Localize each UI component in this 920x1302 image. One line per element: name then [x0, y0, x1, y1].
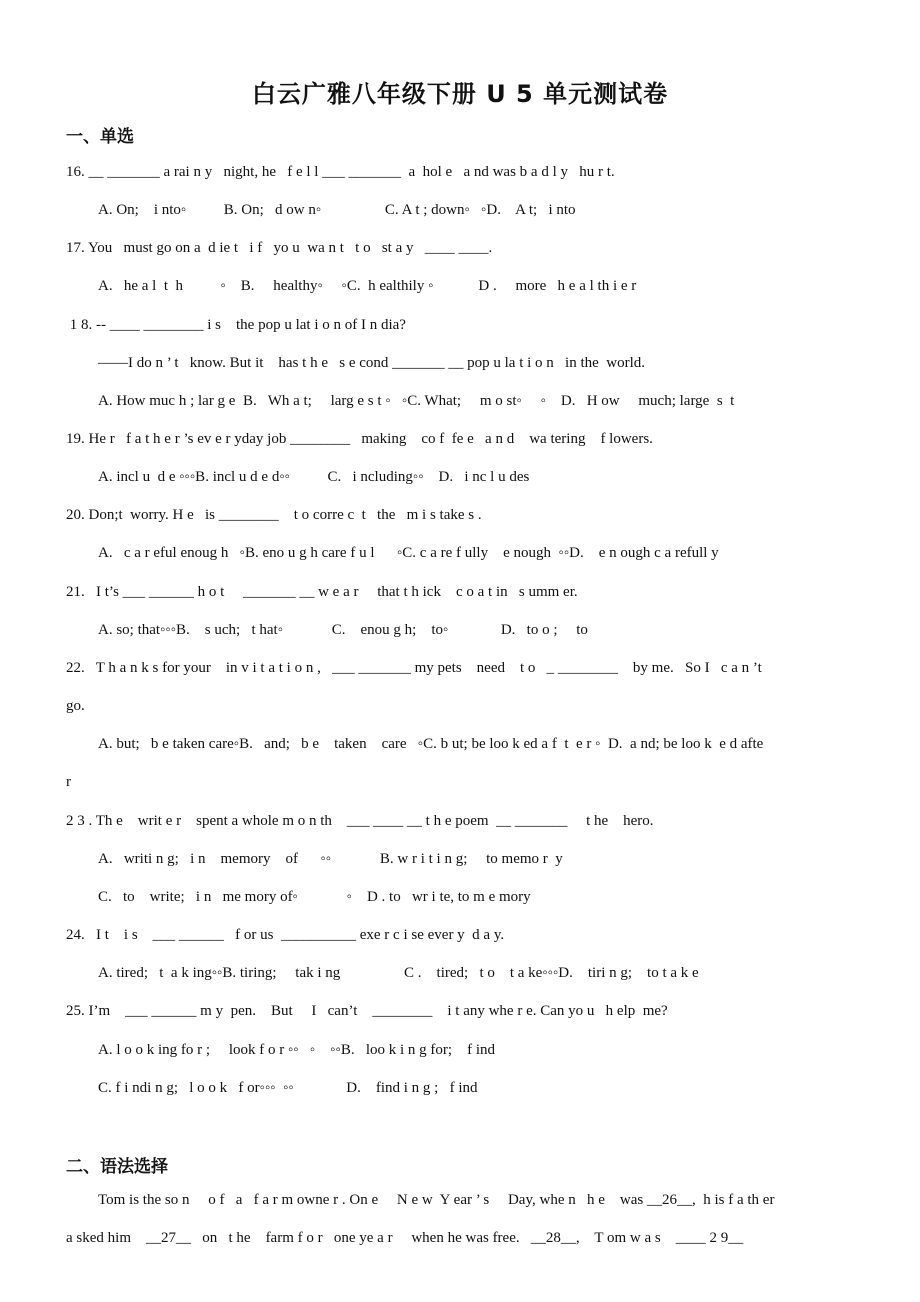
question-19-options: A. incl u d e ◦◦◦B. incl u d e d◦◦ C. i ncluding◦◦ D. i nc l u des	[98, 469, 530, 485]
passage-line-2: a sked him __27__ on t he farm f o r one ye a r when he was free. __28__, T om w a s ____ 2 9__	[66, 1230, 744, 1246]
question-18-dialogue: ——I do n ’ t know. But it has t h e s e cond _______ __ pop u la t i o n in the world.	[98, 355, 646, 371]
question-25-options-row2: C. f i ndi n g; l o o k f or◦◦◦ ◦◦ D. find i n g ; f ind	[98, 1080, 478, 1096]
question-17-options: A. he a l t h ◦ B. healthy◦ ◦C. h ealthily ◦ D . more h e a l th i e r	[98, 278, 637, 294]
question-17: 17. You must go on a d ie t i f yo u wa n t t o st a y ____ ____.	[66, 240, 493, 256]
question-23: 2 3 . Th e writ e r spent a whole m o n th ___ ____ __ t h e poem __ _______ t he hero.	[66, 813, 654, 829]
section-heading-single-choice: 一、单选	[66, 127, 134, 147]
question-24-options: A. tired; t a k ing◦◦B. tiring; tak i ng C . tired; t o t a ke◦◦◦D. tiri n g; to t a k e	[98, 965, 699, 981]
question-21: 21. I t’s ___ ______ h o t _______ __ w e a r that t h ick c o a t in s umm er.	[66, 584, 578, 600]
question-16: 16. __ _______ a rai n y night, he f e l l ___ _______ a hol e a nd was b a d l y hu r t.	[66, 164, 615, 180]
question-25: 25. I’m ___ ______ m y pen. But I can’t ________ i t any whe r e. Can yo u h elp me?	[66, 1003, 668, 1019]
question-25-options-row1: A. l o o k ing fo r ; look f o r ◦◦ ◦ ◦◦B. loo k i n g for; f ind	[98, 1042, 495, 1058]
page-title: 白云广雅八年级下册 U 5 单元测试卷	[251, 80, 669, 108]
section-heading-grammar-choice: 二、语法选择	[66, 1157, 168, 1177]
question-18-options: A. How muc h ; lar g e B. Wh a t; larg e s t ◦ ◦C. What; m o st◦ ◦ D. H ow much; large s t	[98, 393, 735, 409]
question-22: 22. T h a n k s for your in v i t a t i o n , ___ _______ my pets need t o _ ________ by me. So I c a n ’t	[66, 660, 762, 676]
question-16-options: A. On; i nto◦ B. On; d ow n◦ C. A t ; down◦ ◦D. A t; i nto	[98, 202, 576, 218]
question-22-options-continuation: r	[66, 774, 71, 790]
question-23-options-row2: C. to write; i n me mory of◦ ◦ D . to wr i te, to m e mory	[98, 889, 531, 905]
question-18: 1 8. -- ____ ________ i s the pop u lat i o n of I n dia?	[66, 317, 406, 333]
passage-line-1: Tom is the so n o f a f a r m owne r . On e N e w Y ear ’ s Day, whe n h e was __26__, h is f a th er	[98, 1192, 775, 1208]
question-22-continuation: go.	[66, 698, 85, 714]
question-20-options: A. c a r eful enoug h ◦B. eno u g h care f u l ◦C. c a re f ully e nough ◦◦D. e n ough c a refull y	[98, 545, 719, 561]
question-20: 20. Don;t worry. H e is ________ t o corre c t the m i s take s .	[66, 507, 482, 523]
question-23-options-row1: A. writi n g; i n memory of ◦◦ B. w r i t i n g; to memo r y	[98, 851, 563, 867]
question-24: 24. I t i s ___ ______ f or us __________ exe r c i se ever y d a y.	[66, 927, 505, 943]
question-19: 19. He r f a t h e r ’s ev e r yday job ________ making co f fe e a n d wa tering f lowers.	[66, 431, 653, 447]
question-22-options: A. but; b e taken care◦B. and; b e taken care ◦C. b ut; be loo k ed a f t e r ◦ D. a nd; be loo k e d afte	[98, 736, 764, 752]
question-21-options: A. so; that◦◦◦B. s uch; t hat◦ C. enou g h; to◦ D. to o ; to	[98, 622, 588, 638]
